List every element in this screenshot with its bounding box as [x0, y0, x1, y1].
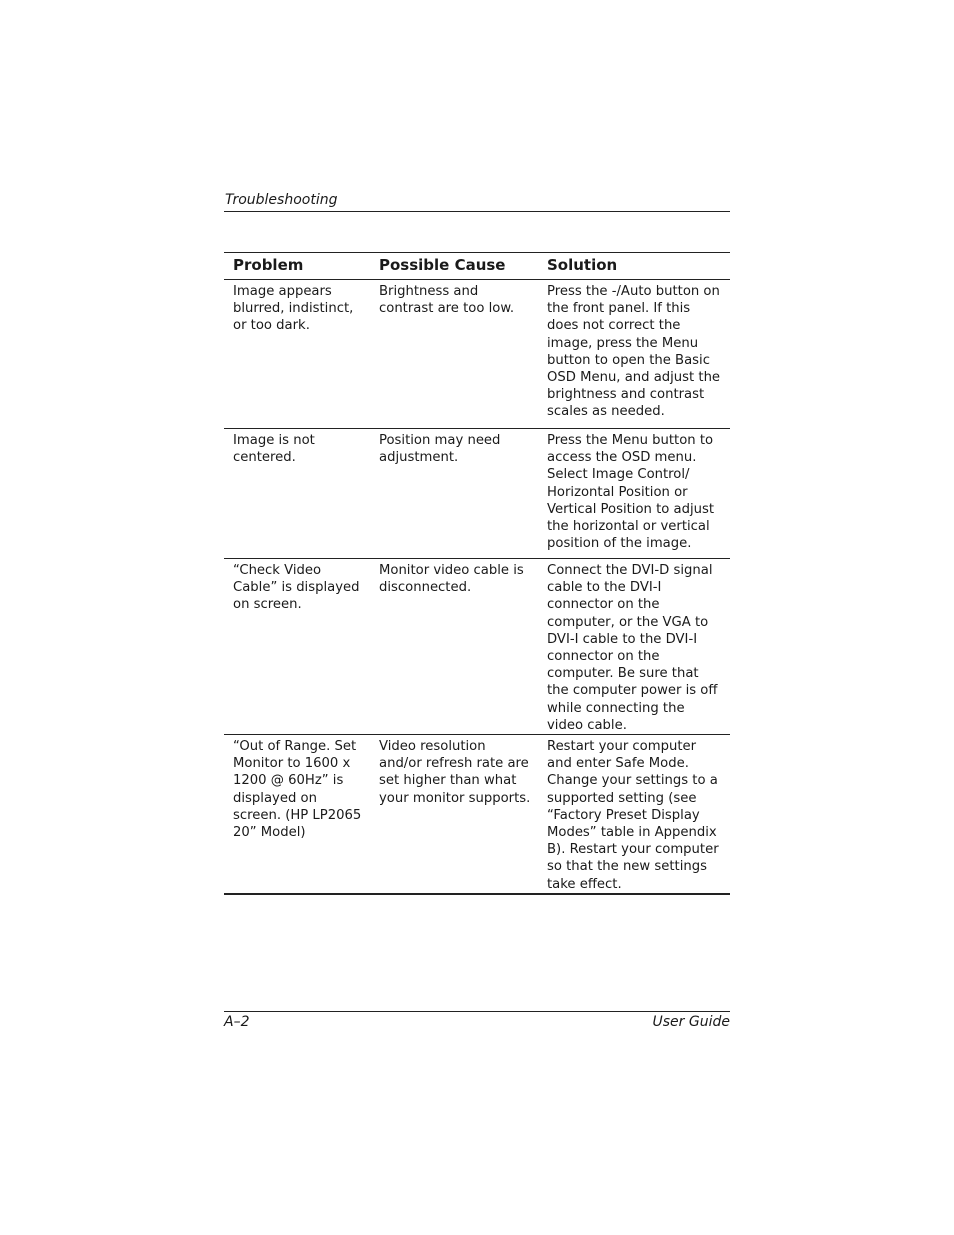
problem-cell: “Out of Range. Set Monitor to 1600 x 1200 @ 60Hz” is displayed on screen. (HP LP2065 20” Model) [224, 735, 370, 894]
running-header-title: Troubleshooting [225, 192, 338, 208]
solution-cell: Connect the DVI-D signal cable to the DVI-I connector on the computer, or the VGA to DVI-I cable to the DVI-I connector on the computer. Be sure that the computer power is off while connecting the video cable. [538, 559, 730, 735]
table-row [224, 280, 730, 429]
cause-cell: Monitor video cable is disconnected. [370, 559, 538, 735]
cause-cell: Brightness and contrast are too low. [370, 280, 538, 429]
solution-cell: Press the Menu button to access the OSD menu. Select Image Control/ Horizontal Position or Vertical Position to adjust the horizontal or vertical position of the image. [538, 429, 730, 559]
table-header-row [224, 253, 730, 280]
problem-cell: “Check Video Cable” is displayed on screen. [224, 559, 370, 735]
column-header-solution: Solution [538, 253, 730, 280]
page-number: A–2 [224, 1014, 250, 1030]
footer-document-title: User Guide [652, 1014, 730, 1030]
table-row [224, 429, 730, 559]
cause-cell: Video resolution and/or refresh rate are set higher than what your monitor supports. [370, 735, 538, 894]
solution-cell: Restart your computer and enter Safe Mode. Change your settings to a supported setting (see “Factory Preset Display Modes” table in Appendix B). Restart your computer so that the new settings take effect. [538, 735, 730, 894]
table-row [224, 735, 730, 894]
problem-cell: Image appears blurred, indistinct, or too dark. [224, 280, 370, 429]
troubleshooting-table [224, 252, 730, 895]
column-header-possible-cause: Possible Cause [370, 253, 538, 280]
header-divider [224, 211, 730, 212]
table-row [224, 559, 730, 735]
column-header-problem: Problem [224, 253, 370, 280]
solution-cell: Press the -/Auto button on the front panel. If this does not correct the image, press the Menu button to open the Basic OSD Menu, and adjust the brightness and contrast scales as needed. [538, 280, 730, 429]
cause-cell: Position may need adjustment. [370, 429, 538, 559]
problem-cell: Image is not centered. [224, 429, 370, 559]
footer-divider [224, 1011, 730, 1012]
